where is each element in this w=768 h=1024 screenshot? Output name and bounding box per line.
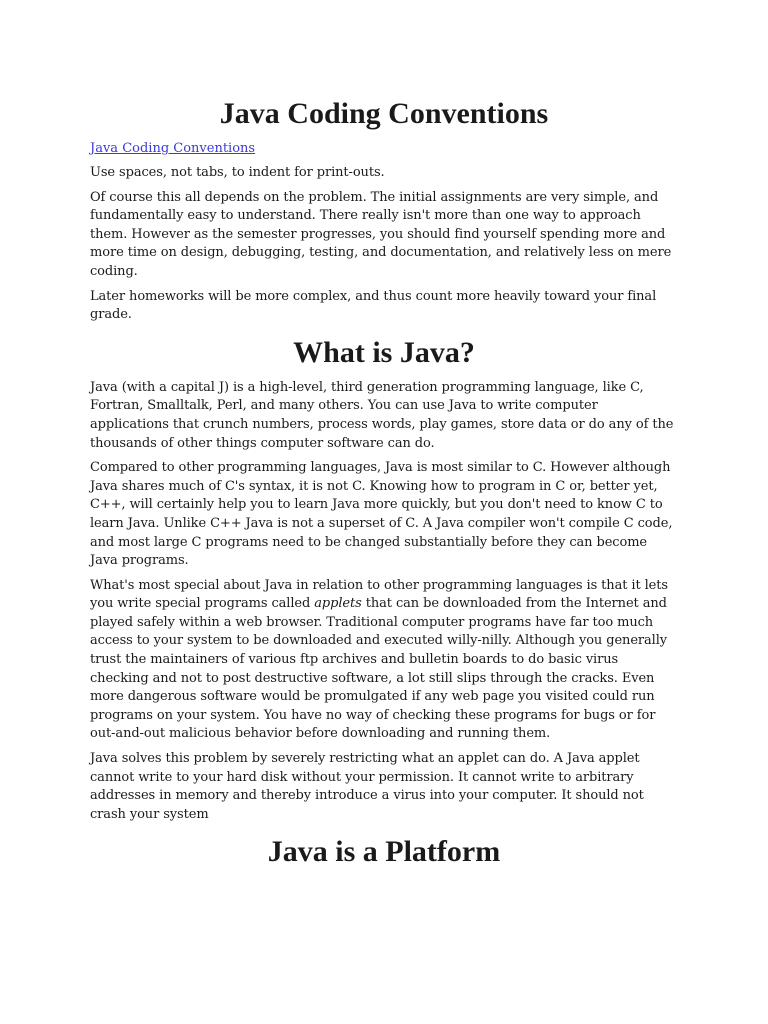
paragraph-text: that can be downloaded from the Internet and played safely within a web browser. Traditional computer programs have far too much access to your system to be downloaded and executed willy-nilly. Although you generally trust the maintainers of various ftp archives and bulletin boards to do basic virus checking and not to post destructive software, a lot still slips through the cracks. Even more dangerous software would be promulgated if any web page you visited could run programs on your system. You have no way of checking these programs for bugs or for out-and-out malicious behavior before downloading and running them. [90, 596, 668, 742]
page-title: Java Coding Conventions [219, 97, 549, 130]
section-heading-platform: Java is a Platform [267, 835, 501, 869]
intro-paragraph: Use spaces, not tabs, to indent for print-outs. [90, 165, 385, 180]
emphasis-applets: applets [314, 596, 362, 612]
section-paragraph: Java solves this problem by severely restricting what an applet can do. A Java applet cannot write to your hard disk without your permission. It cannot write to arbitrary addresses in memory and thereby introduce a virus into your computer. It should not crash your system [90, 751, 644, 822]
section-paragraph: Java (with a capital J) is a high-level, third generation programming language, like C, Fortran, Smalltalk, Perl, and many others. You can use Java to write computer applications that crunch numbers, process words, play games, store data or do any of the thousands of other things computer software can do. [90, 379, 674, 451]
java-coding-conventions-link[interactable]: Java Coding Conventions [90, 141, 256, 156]
intro-paragraph: Of course this all depends on the problem. The initial assignments are very simple, and fundamentally easy to understand. There really isn't more than one way to approach them. However as the semester progresses, you should find yourself spending more and more time on design, debugging, testing, and documentation, and relatively less on mere coding. [90, 189, 672, 279]
intro-paragraph: Later homeworks will be more complex, and thus count more heavily toward your final grade. [90, 288, 657, 323]
section-heading-what-is-java: What is Java? [293, 335, 475, 369]
section-paragraph: Compared to other programming languages, Java is most similar to C. However although Java shares much of C's syntax, it is not C. Knowing how to program in C or, better yet, C++, will certainly help you to learn Java more quickly, but you don't need to know C to learn Java. Unlike C++ Java is not a superset of C. A Java compiler won't compile C code, and most large C programs need to be changed substantially before they can become Java programs. [90, 460, 673, 569]
section-paragraph-applets [90, 577, 678, 744]
paragraph-text: What's most special about Java in relation to other programming languages is that it lets you write special programs called [90, 577, 668, 612]
